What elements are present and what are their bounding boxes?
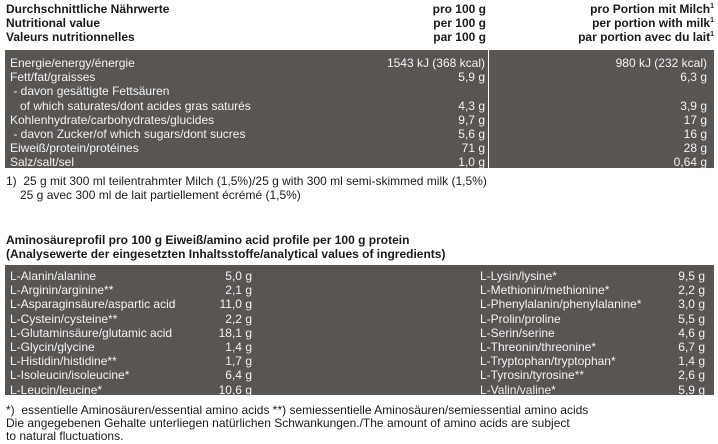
amino-row <box>480 327 705 341</box>
value-per-100g: 5,6 g <box>458 126 485 141</box>
amino-label: L-Lysin/lysine* <box>480 269 557 283</box>
amino-label: L-Valin/valine* <box>480 382 556 397</box>
header-row <box>6 17 714 31</box>
amino-subtitle-line: (Analysewerte der eingesetzten Inhaltsstoffe/analytical values of ingredients) <box>6 247 446 261</box>
nutrition-row <box>5 141 714 155</box>
amino-value: 3,0 g <box>678 297 705 312</box>
amino-row <box>480 298 705 312</box>
amino-value: 5,9 g <box>678 382 705 397</box>
nutrient-label: Energie/energy/énergie <box>10 56 135 70</box>
amino-row <box>10 355 252 369</box>
amino-value: 11,0 g <box>219 297 252 312</box>
amino-value: 10,6 g <box>218 382 252 397</box>
amino-footnote <box>6 404 712 443</box>
amino-label: L-Leucin/leucine* <box>10 382 103 397</box>
value-per-portion: 980 kJ (232 kcal) <box>615 56 707 70</box>
footnote-line: *) essentielle Aminosäuren/essential amino acids **) semiessentielle Aminosäuren/semiessential amino acids <box>6 403 589 417</box>
nutrient-label: Kohlenhydrate/carbohydrates/glucides <box>10 112 215 127</box>
amino-profile-title <box>6 234 445 262</box>
value-per-100g: 71 g <box>461 141 485 156</box>
header-per-100g: par 100 g <box>433 30 486 44</box>
footnote-line: 1) 25 g mit 300 ml teilentrahmter Milch (1,5%)/25 g with 300 ml semi-skimmed milk (1,5%) <box>6 174 487 188</box>
footnote-marker: 1 <box>710 3 714 10</box>
amino-row <box>10 369 252 383</box>
amino-label: L-Prolin/proline <box>480 311 561 326</box>
amino-label: L-Asparaginsäure/aspartic acid <box>10 297 176 312</box>
value-per-100g: 1543 kJ (368 kcal) <box>386 56 485 70</box>
amino-row <box>480 384 705 398</box>
amino-label: L-Histidin/histidine** <box>10 354 117 369</box>
amino-column-right <box>480 270 705 398</box>
header-block <box>6 3 714 45</box>
amino-row <box>10 327 252 341</box>
nutrition-row <box>5 56 714 70</box>
amino-row <box>480 313 705 327</box>
amino-label: L-Threonin/threonine* <box>480 339 597 354</box>
nutrition-row <box>5 84 714 98</box>
nutrient-label: Eiweiß/protein/protéines <box>10 141 139 156</box>
header-per-portion <box>592 17 714 29</box>
amino-value: 18,1 g <box>218 325 252 340</box>
amino-value: 1,7 g <box>225 354 252 369</box>
value-per-100g: 9,7 g <box>458 112 485 127</box>
milk-footnote <box>6 175 712 203</box>
value-per-portion: 17 g <box>683 112 707 127</box>
amino-label: L-Serin/serine <box>480 325 555 340</box>
nutrient-label: - davon gesättigte Fettsäuren <box>10 84 170 99</box>
footnote-marker: 1 <box>710 31 714 38</box>
amino-row <box>10 270 252 284</box>
value-per-100g: 4,3 g <box>458 98 485 113</box>
amino-value: 4,6 g <box>678 325 705 340</box>
amino-row <box>480 341 705 355</box>
nutrient-label: of which saturates/dont acides gras saturés <box>10 98 251 113</box>
value-per-portion: 6,3 g <box>680 70 707 85</box>
amino-value: 2,2 g <box>225 311 252 326</box>
nutrition-row <box>5 113 714 127</box>
nutrition-row <box>5 155 714 169</box>
nutrition-table <box>5 50 714 168</box>
amino-label: L-Phenylalanin/phenylalanine* <box>480 297 642 312</box>
amino-value: 1,4 g <box>225 339 252 354</box>
header-label: Valeurs nutritionnelles <box>6 30 135 44</box>
header-row <box>6 3 714 17</box>
header-per-portion <box>590 3 714 15</box>
amino-value: 2,6 g <box>678 368 705 383</box>
amino-row <box>480 270 705 284</box>
header-per-100g: pro 100 g <box>432 2 486 16</box>
amino-value: 2,1 g <box>225 283 252 298</box>
amino-value: 2,2 g <box>678 283 705 298</box>
header-per-portion-text: per portion with milk <box>592 16 711 30</box>
nutrition-row <box>5 70 714 84</box>
amino-row <box>10 384 252 398</box>
value-per-portion: 16 g <box>683 126 707 141</box>
amino-value: 6,4 g <box>225 368 252 383</box>
value-per-portion: 0,64 g <box>673 155 707 170</box>
header-per-portion <box>578 31 714 43</box>
amino-row <box>480 369 705 383</box>
header-per-portion-text: par portion avec du lait <box>578 30 711 44</box>
amino-label: L-Alanin/alanine <box>10 269 97 283</box>
amino-value: 5,0 g <box>225 269 252 283</box>
header-row <box>6 31 714 45</box>
amino-row <box>10 313 252 327</box>
header-per-100g: per 100 g <box>433 16 486 30</box>
footnote-line: 25 g avec 300 ml de lait partiellement écrémé (1,5%) <box>20 188 301 202</box>
amino-label: L-Glycin/glycine <box>10 339 95 354</box>
amino-label: L-Tyrosin/tyrosine** <box>480 368 585 383</box>
amino-row <box>10 298 252 312</box>
value-per-100g: 5,9 g <box>458 70 485 85</box>
amino-label: L-Glutaminsäure/glutamic acid <box>10 325 173 340</box>
amino-value: 5,5 g <box>678 311 705 326</box>
header-label: Nutritional value <box>6 16 101 30</box>
header-label: Durchschnittliche Nährwerte <box>6 2 170 16</box>
amino-label: L-Cystein/cysteine** <box>10 311 118 326</box>
footnote-line: Die angegebenen Gehalte unterliegen natürlichen Schwankungen./The amount of amino acids are subject <box>6 416 570 430</box>
amino-row <box>480 355 705 369</box>
nutrient-label: Salz/salt/sel <box>10 155 75 170</box>
amino-acid-table <box>5 265 714 395</box>
value-per-portion: 28 g <box>683 141 707 156</box>
amino-row <box>480 284 705 298</box>
amino-value: 6,7 g <box>678 339 705 354</box>
amino-column-left <box>10 270 252 398</box>
footnote-marker: 1 <box>710 17 714 24</box>
nutrition-row <box>5 99 714 113</box>
header-per-portion-text: pro Portion mit Milch <box>590 2 711 16</box>
amino-row <box>10 284 252 298</box>
value-per-100g: 1,0 g <box>458 155 485 170</box>
value-per-portion: 3,9 g <box>680 98 707 113</box>
amino-label: L-Methionin/methionine* <box>480 283 610 298</box>
footnote-line: to natural fluctuations. <box>6 429 124 443</box>
amino-label: L-Arginin/arginine** <box>10 283 114 298</box>
amino-value: 1,4 g <box>678 354 705 369</box>
nutrient-label: - davon Zucker/of which sugars/dont sucres <box>10 126 246 141</box>
nutrient-label: Fett/fat/graisses <box>10 70 96 85</box>
amino-row <box>10 341 252 355</box>
amino-title-line: Aminosäureprofil pro 100 g Eiweiß/amino acid profile per 100 g protein <box>6 233 410 247</box>
nutrition-row <box>5 127 714 141</box>
amino-value: 9,5 g <box>678 269 705 283</box>
amino-label: L-Isoleucin/isoleucine* <box>10 368 130 383</box>
amino-label: L-Tryptophan/tryptophan* <box>480 354 616 369</box>
